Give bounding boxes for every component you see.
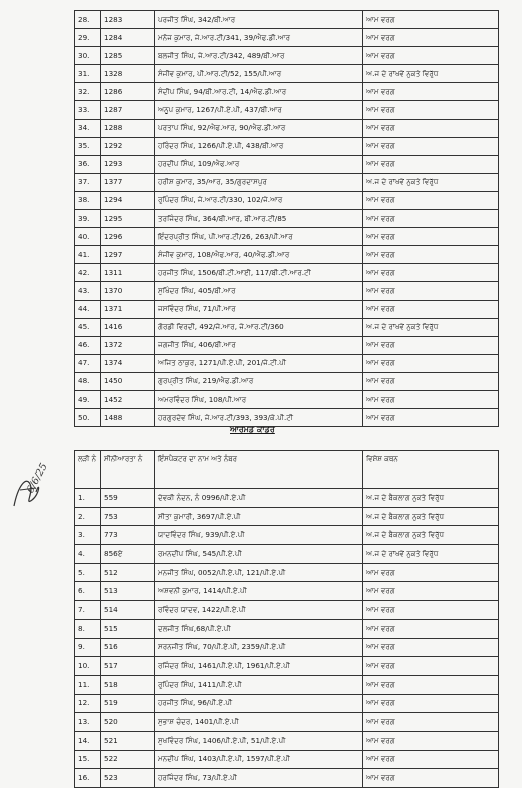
cell-name-number: ਇੰਦਰਪ੍ਰੀਤ ਸਿੰਘ, ਪੀ.ਆਰ.ਟੀ/26, 263/ਪੀ.ਆਰ (155, 228, 363, 246)
cell-serial: 15. (75, 750, 101, 769)
cell-serial: 34. (75, 119, 101, 137)
table-row (75, 246, 499, 264)
table-row (75, 372, 499, 390)
cell-name-number: ਅਮਰਵਿੰਦਰ ਸਿੰਘ, 108/ਪੀ.ਆਰ (155, 390, 363, 408)
cell-remarks: ਅ.ਜ ਦੇ ਰਾਂਖਵੇਂ ਨੁਕਤੇ ਵਿਰੁੱਧ (363, 545, 499, 564)
cell-seniority: 1370 (101, 282, 155, 300)
cell-seniority: 1286 (101, 83, 155, 101)
cell-remarks: ਆਮ ਵਰਗ (363, 191, 499, 209)
cell-seniority: 522 (101, 750, 155, 769)
table-row (75, 210, 499, 228)
cell-serial: 16. (75, 769, 101, 788)
cell-remarks: ਆਮ ਵਰਗ (363, 390, 499, 408)
cell-serial: 41. (75, 246, 101, 264)
cell-seniority: 1288 (101, 119, 155, 137)
header-remarks: ਵਿਸ਼ੇਸ਼ ਕਥਨ (363, 451, 499, 489)
header-name: ਇੰਸਪੈਕਟਰ ਦਾ ਨਾਮ ਅਤੇ ਨੰਬਰ (155, 451, 363, 489)
header-serial: ਲੜੀ ਨੰ (75, 451, 101, 489)
cell-remarks: ਆਮ ਵਰਗ (363, 137, 499, 155)
seniority-table-continued (74, 10, 499, 427)
cell-seniority: 1372 (101, 336, 155, 354)
cell-remarks: ਆਮ ਵਰਗ (363, 11, 499, 29)
table-row (75, 750, 499, 769)
cell-remarks: ਆਮ ਵਰਗ (363, 582, 499, 601)
cell-remarks: ਆਮ ਵਰਗ (363, 619, 499, 638)
cell-seniority: 1374 (101, 354, 155, 372)
table-row (75, 563, 499, 582)
cell-name-number: ਹਰਦੀਪ ਸਿੰਘ, 109/ਐਫ.ਆਰ (155, 155, 363, 173)
cell-serial: 8. (75, 619, 101, 638)
cell-name-number: ਪਰਜੀਤ ਸਿੰਘ, 342/ਬੀ.ਆਰ (155, 11, 363, 29)
cell-remarks: ਆਮ ਵਰਗ (363, 264, 499, 282)
cell-seniority: 1292 (101, 137, 155, 155)
cell-remarks: ਆਮ ਵਰਗ (363, 694, 499, 713)
table-row (75, 409, 499, 427)
cell-serial: 50. (75, 409, 101, 427)
cell-name-number: ਸਰਨਜੀਤ ਸਿੰਘ, 70/ਪੀ.ਏ.ਪੀ, 2359/ਪੀ.ਏ.ਪੀ (155, 638, 363, 657)
cell-remarks: ਆਮ ਵਰਗ (363, 155, 499, 173)
cell-remarks: ਆਮ ਵਰਗ (363, 300, 499, 318)
table-header-row (75, 451, 499, 489)
cell-seniority: 1285 (101, 47, 155, 65)
cell-remarks: ਆਮ ਵਰਗ (363, 354, 499, 372)
cell-name-number: ਰਜਿੰਦਰ ਸਿੰਘ, 1461/ਪੀ.ਏ.ਪੀ, 1961/ਪੀ.ਏ.ਪੀ (155, 657, 363, 676)
cell-serial: 49. (75, 390, 101, 408)
cell-name-number: ਮਨੋਜ ਕੁਮਾਰ, ਜੇ.ਆਰ.ਟੀ/341, 39/ਐਫ.ਡੀ.ਆਰ (155, 29, 363, 47)
cell-remarks: ਅ.ਜ ਦੇ ਰਾਂਖਵੇਂ ਨੁਕਤੇ ਵਿਰੁੱਧ (363, 173, 499, 191)
cell-name-number: ਸੰਜੀਵ ਕੁਮਾਰ, ਪੀ.ਆਰ.ਟੀ/52, 155/ਪੀ.ਆਰ (155, 65, 363, 83)
table-row (75, 228, 499, 246)
cell-seniority: 513 (101, 582, 155, 601)
cell-seniority: 1295 (101, 210, 155, 228)
cell-seniority: 523 (101, 769, 155, 788)
table-row (75, 282, 499, 300)
header-seniority: ਸੀਨੀਆਰਤਾ ਨੰ (101, 451, 155, 489)
cell-seniority: 1293 (101, 155, 155, 173)
cell-seniority: 753 (101, 507, 155, 526)
cell-seniority: 559 (101, 489, 155, 508)
cell-seniority: 514 (101, 601, 155, 620)
table-body (75, 489, 499, 788)
cell-serial: 28. (75, 11, 101, 29)
cell-remarks: ਆਮ ਵਰਗ (363, 713, 499, 732)
cell-seniority: 1416 (101, 318, 155, 336)
cell-name-number: ਤਰਜਿੰਦਰ ਸਿੰਘ, 364/ਬੀ.ਆਰ, ਬੀ.ਆਰ.ਟੀ/85 (155, 210, 363, 228)
cell-remarks: ਆਮ ਵਰਗ (363, 246, 499, 264)
table-row (75, 264, 499, 282)
cell-serial: 7. (75, 601, 101, 620)
cell-serial: 9. (75, 638, 101, 657)
table-row (75, 507, 499, 526)
cell-seniority: 515 (101, 619, 155, 638)
cell-seniority: 1296 (101, 228, 155, 246)
cell-remarks: ਆਮ ਵਰਗ (363, 29, 499, 47)
cell-serial: 48. (75, 372, 101, 390)
table-row (75, 173, 499, 191)
cell-name-number: ਹਰਿੰਦਰ ਸਿੰਘ, 1266/ਪੀ.ਏ.ਪੀ, 438/ਬੀ.ਆਰ (155, 137, 363, 155)
cell-remarks: ਆਮ ਵਰਗ (363, 563, 499, 582)
cell-serial: 35. (75, 137, 101, 155)
cell-remarks: ਅ.ਜ ਦੇ ਰਾਂਖਵੇਂ ਨੁਕਤੇ ਵਿਰੁੱਧ (363, 65, 499, 83)
cell-remarks: ਆਮ ਵਰਗ (363, 101, 499, 119)
cell-serial: 3. (75, 526, 101, 545)
cell-seniority: 519 (101, 694, 155, 713)
cell-remarks: ਆਮ ਵਰਗ (363, 228, 499, 246)
cell-seniority: 512 (101, 563, 155, 582)
table-row (75, 137, 499, 155)
armed-cadre-table (74, 450, 499, 788)
table-row (75, 101, 499, 119)
cell-serial: 36. (75, 155, 101, 173)
cell-remarks: ਆਮ ਵਰਗ (363, 731, 499, 750)
cell-serial: 11. (75, 675, 101, 694)
cell-name-number: ਹਰਜੀਤ ਸਿੰਘ, 96/ਪੀ.ਏ.ਪੀ (155, 694, 363, 713)
table-row (75, 713, 499, 732)
cell-name-number: ਦੇਵਕੀ ਨੰਦਨ, ਨੰ 0996/ਪੀ.ਏ.ਪੀ (155, 489, 363, 508)
cell-serial: 4. (75, 545, 101, 564)
cell-name-number: ਹਰਗੁਰਦੇਵ ਸਿੰਘ, ਜੇ.ਆਰ.ਟੀ/393, 393/ਕੇ.ਪੀ.ਟੀ (155, 409, 363, 427)
cell-name-number: ਰਵਿੰਦਰ ਯਾਦਵ, 1422/ਪੀ.ਏ.ਪੀ (155, 601, 363, 620)
cell-remarks: ਅ.ਜ ਦੇ ਬੈਕਲਾਗ ਨੁਕਤੇ ਵਿਰੁੱਧ (363, 526, 499, 545)
cell-serial: 33. (75, 101, 101, 119)
cell-remarks: ਅ.ਜ ਦੇ ਰਾਂਖਵੇਂ ਨੁਕਤੇ ਵਿਰੁੱਧ (363, 318, 499, 336)
cell-name-number: ਮਨਦੀਪ ਸਿੰਘ, 1403/ਪੀ.ਏ.ਪੀ, 1597/ਪੀ.ਏ.ਪੀ (155, 750, 363, 769)
cadre-heading: ਆਰਮਡ ਕਾਡਰ (230, 425, 275, 434)
table-body (75, 11, 499, 427)
cell-name-number: ਰੁਪਿੰਦਰ ਸਿੰਘ, 1411/ਪੀ.ਏ.ਪੀ (155, 675, 363, 694)
cell-serial: 10. (75, 657, 101, 676)
cell-name-number: ਰੁਪਿੰਦਰ ਸਿੰਘ, ਜੇ.ਆਰ.ਟੀ/330, 102/ਜੇ.ਆਰ (155, 191, 363, 209)
table-row (75, 582, 499, 601)
cell-serial: 1. (75, 489, 101, 508)
cell-remarks: ਆਮ ਵਰਗ (363, 769, 499, 788)
cell-serial: 43. (75, 282, 101, 300)
table-row (75, 619, 499, 638)
table-row (75, 11, 499, 29)
cell-serial: 47. (75, 354, 101, 372)
cell-name-number: ਬਲਜੀਤ ਸਿੰਘ, ਜੇ.ਆਰ.ਟੀ/342, 489/ਬੀ.ਆਰ (155, 47, 363, 65)
table-row (75, 29, 499, 47)
cell-remarks: ਅ.ਜ ਦੇ ਬੈਕਲਾਗ ਨੁਕਤੇ ਵਿਰੁੱਧ (363, 489, 499, 508)
cell-remarks: ਆਮ ਵਰਗ (363, 119, 499, 137)
cell-serial: 13. (75, 713, 101, 732)
cell-name-number: ਹਰਜੀਤ ਸਿੰਘ, 1506/ਬੀ.ਟੀ.ਆਈ, 117/ਬੀ.ਟੀ.ਆਰ.ਟੀ (155, 264, 363, 282)
table-row (75, 191, 499, 209)
cell-serial: 30. (75, 47, 101, 65)
table-row (75, 526, 499, 545)
cell-seniority: 856ਏ (101, 545, 155, 564)
cell-seniority: 1297 (101, 246, 155, 264)
cell-serial: 32. (75, 83, 101, 101)
cell-serial: 29. (75, 29, 101, 47)
table-row (75, 731, 499, 750)
cell-seniority: 1311 (101, 264, 155, 282)
cell-remarks: ਆਮ ਵਰਗ (363, 372, 499, 390)
cell-name-number: ਅਜਿਤ ਠਾਕੁਰ, 1271/ਪੀ.ਏ.ਪੀ, 201/ਜੇ.ਟੀ.ਪੀ (155, 354, 363, 372)
table-row (75, 47, 499, 65)
cell-remarks: ਆਮ ਵਰਗ (363, 336, 499, 354)
cell-name-number: ਗੋਰਡੀ ਵਿਰਦੀ, 492/ਜੇ.ਆਰ, ਜੇ.ਆਰ.ਟੀ/360 (155, 318, 363, 336)
cell-name-number: ਸੰਦੀਪ ਸਿੰਘ, 94/ਬੀ.ਆਰ.ਟੀ, 14/ਐਫ.ਡੀ.ਆਰ (155, 83, 363, 101)
cell-name-number: ਗੁਰਪ੍ਰੀਤ ਸਿੰਘ, 219/ਐਫ.ਡੀ.ਆਰ (155, 372, 363, 390)
table-row (75, 489, 499, 508)
table-row (75, 318, 499, 336)
cell-serial: 44. (75, 300, 101, 318)
cell-seniority: 1452 (101, 390, 155, 408)
cell-seniority: 517 (101, 657, 155, 676)
table-row (75, 675, 499, 694)
table-row (75, 601, 499, 620)
cell-seniority: 1371 (101, 300, 155, 318)
cell-remarks: ਆਮ ਵਰਗ (363, 83, 499, 101)
cell-seniority: 1488 (101, 409, 155, 427)
cell-serial: 31. (75, 65, 101, 83)
cell-name-number: ਜਗਜੀਤ ਸਿੰਘ, 406/ਬੀ.ਆਰ (155, 336, 363, 354)
cell-seniority: 1283 (101, 11, 155, 29)
cell-serial: 12. (75, 694, 101, 713)
cell-seniority: 773 (101, 526, 155, 545)
cell-name-number: ਅਸ਼ਵਨੀ ਕੁਮਾਰ, 1414/ਪੀ.ਏ.ਪੀ (155, 582, 363, 601)
cell-name-number: ਸੁਭਾਸ਼ ਚੰਦਰ, 1401/ਪੀ.ਏ.ਪੀ (155, 713, 363, 732)
cell-name-number: ਯਾਦਵਿੰਦਰ ਸਿੰਘ, 939/ਪੀ.ਏ.ਪੀ (155, 526, 363, 545)
cell-seniority: 1294 (101, 191, 155, 209)
table-row (75, 65, 499, 83)
cell-name-number: ਹਰੀਸ਼ ਕੁਮਾਰ, 35/ਆਰ, 35/ਗੁਰਦਾਸਪੁਰ (155, 173, 363, 191)
signature-date: 6/6/25 (25, 461, 50, 496)
cell-seniority: 1287 (101, 101, 155, 119)
cell-serial: 39. (75, 210, 101, 228)
cell-serial: 37. (75, 173, 101, 191)
cell-remarks: ਆਮ ਵਰਗ (363, 47, 499, 65)
cell-seniority: 521 (101, 731, 155, 750)
table-row (75, 354, 499, 372)
cell-remarks: ਆਮ ਵਰਗ (363, 409, 499, 427)
cell-name-number: ਸੰਜੀਵ ਕੁਮਾਰ, 108/ਐਫ.ਆਰ, 40/ਐਫ.ਡੀ.ਆਰ (155, 246, 363, 264)
table-row (75, 300, 499, 318)
table-row (75, 155, 499, 173)
cell-serial: 38. (75, 191, 101, 209)
cell-remarks: ਆਮ ਵਰਗ (363, 657, 499, 676)
cell-name-number: ਦਲਜੀਤ ਸਿੰਘ,68/ਪੀ.ਏ.ਪੀ (155, 619, 363, 638)
table-row (75, 119, 499, 137)
cell-remarks: ਆਮ ਵਰਗ (363, 210, 499, 228)
cell-name-number: ਸੁਖਿੰਦਰ ਸਿੰਘ, 405/ਬੀ.ਆਰ (155, 282, 363, 300)
cell-serial: 14. (75, 731, 101, 750)
table-row (75, 83, 499, 101)
cell-name-number: ਰਮਨਦੀਪ ਸਿੰਘ, 545/ਪੀ.ਏ.ਪੀ (155, 545, 363, 564)
cell-name-number: ਸੁਖਵਿੰਦਰ ਸਿੰਘ, 1406/ਪੀ.ਏ.ਪੀ, 51/ਪੀ.ਏ.ਪੀ (155, 731, 363, 750)
cell-seniority: 518 (101, 675, 155, 694)
cell-seniority: 516 (101, 638, 155, 657)
table-row (75, 390, 499, 408)
cell-name-number: ਮਨਜੀਤ ਸਿੰਘ, 0052/ਪੀ.ਏ.ਪੀ, 121/ਪੀ.ਏ.ਪੀ (155, 563, 363, 582)
cell-remarks: ਆਮ ਵਰਗ (363, 675, 499, 694)
cell-remarks: ਆਮ ਵਰਗ (363, 750, 499, 769)
cell-seniority: 1328 (101, 65, 155, 83)
cell-name-number: ਹਰਜਿੰਦਰ ਸਿੰਘ, 73/ਪੀ.ਏ.ਪੀ (155, 769, 363, 788)
cell-serial: 40. (75, 228, 101, 246)
cell-remarks: ਆਮ ਵਰਗ (363, 638, 499, 657)
cell-serial: 45. (75, 318, 101, 336)
cell-serial: 6. (75, 582, 101, 601)
cell-name-number: ਜਸਵਿੰਦਰ ਸਿੰਘ, 71/ਪੀ.ਆਰ (155, 300, 363, 318)
table-row (75, 545, 499, 564)
cell-serial: 46. (75, 336, 101, 354)
table-row (75, 336, 499, 354)
cell-serial: 2. (75, 507, 101, 526)
cell-name-number: ਅਨੂਪ ਕੁਮਾਰ, 1267/ਪੀ.ਏ.ਪੀ, 437/ਬੀ.ਆਰ (155, 101, 363, 119)
cell-seniority: 1377 (101, 173, 155, 191)
cell-serial: 42. (75, 264, 101, 282)
cell-remarks: ਅ.ਜ ਦੇ ਬੈਕਲਾਗ ਨੁਕਤੇ ਵਿਰੁੱਧ (363, 507, 499, 526)
cell-remarks: ਆਮ ਵਰਗ (363, 282, 499, 300)
cell-name-number: ਪਰਤਾਪ ਸਿੰਘ, 92/ਐਫ.ਆਰ, 90/ਐਫ.ਡੀ.ਆਰ (155, 119, 363, 137)
cell-seniority: 1284 (101, 29, 155, 47)
cell-name-number: ਸੀਤਾ ਕੁਮਾਰੀ, 3697/ਪੀ.ਏ.ਪੀ (155, 507, 363, 526)
table-row (75, 638, 499, 657)
table-row (75, 657, 499, 676)
cell-serial: 5. (75, 563, 101, 582)
table-row (75, 769, 499, 788)
cell-remarks: ਆਮ ਵਰਗ (363, 601, 499, 620)
cell-seniority: 1450 (101, 372, 155, 390)
cell-seniority: 520 (101, 713, 155, 732)
table-row (75, 694, 499, 713)
